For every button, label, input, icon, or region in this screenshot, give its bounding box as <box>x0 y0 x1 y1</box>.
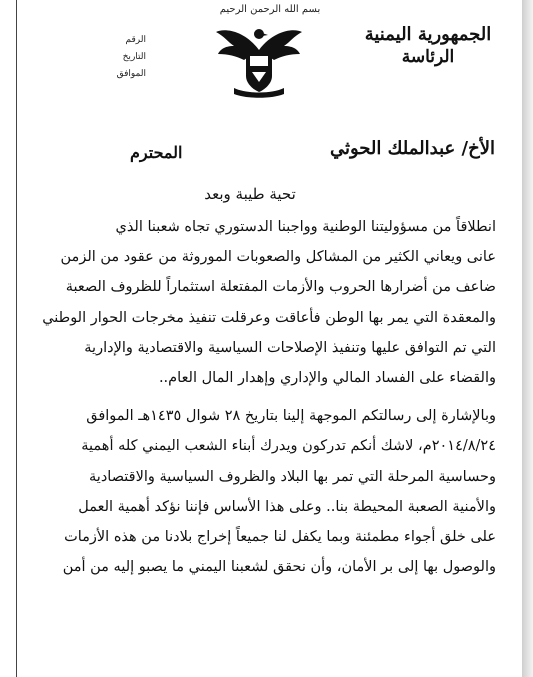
body-line: والمعقدة التي يمر بها الوطن فأعاقت وعرقلت تنفيذ مخرجات الحوار الوطني <box>42 309 496 326</box>
ref-number-label: الرقم <box>125 35 146 45</box>
body-line: وحساسية المرحلة التي تمر بها البلاد والظروف السياسية والاقتصادية <box>89 468 496 485</box>
body-line: على خلق أجواء مطمئنة وبما يكفل لنا جميعاً إخراج بلادنا من هذه الأزمات <box>64 529 496 546</box>
basmala: بسم الله الرحمن الرحيم <box>219 4 321 15</box>
body-line: ٢٠١٤/٨/٢٤م، لاشك أنكم تدركون ويدرك أبناء الشعب اليمني كله أهمية <box>81 438 496 455</box>
body-line: عانى ويعاني الكثير من المشاكل والصعوبات الموروثة من عقود من الزمن <box>60 249 496 266</box>
body-line: انطلاقاً من مسؤوليتنا الوطنية وواجبنا الدستوري تجاه شعبنا الذي <box>115 219 496 235</box>
body-line: والأمنية الصعبة المحيطة بنا.. وعلى هذا الأساس فإننا نؤكد أهمية العمل <box>78 498 496 515</box>
page-shadow <box>522 0 533 677</box>
body-line: والوصول بها إلى بر الأمان، وأن نحقق لشعبنا اليمني ما يصبو إليه من أمن <box>62 559 496 576</box>
country-name: الجمهورية اليمنية <box>364 24 492 45</box>
body-line: ضاعف من أضرارها الحروب والأزمات المفتعلة استثماراً للظروف الصعبة <box>65 279 496 296</box>
reference-block <box>76 32 146 83</box>
yemen-emblem-icon <box>214 20 304 100</box>
honorific: المحترم <box>130 143 183 162</box>
body-line: والقضاء على الفساد المالي والإداري وإهدار المال العام.. <box>158 370 496 387</box>
greeting: تحية طيبة وبعد <box>204 185 296 203</box>
body-line: التي تم التوافق عليها وتنفيذ الإصلاحات السياسية والاقتصادية والإدارية <box>84 339 496 356</box>
ref-corresponding-label: الموافق <box>116 69 146 79</box>
letter-body <box>28 212 496 582</box>
body-line: وبالإشارة إلى رسالتكم الموجهة إلينا بتاريخ ٢٨ شوال ١٤٣٥هـ الموافق <box>86 408 496 425</box>
ref-date-label: التاريخ <box>122 52 146 62</box>
addressee: الأخ/ عبدالملك الحوثي <box>329 138 495 159</box>
office-name: الرئاسة <box>401 46 455 67</box>
government-header <box>353 24 503 68</box>
